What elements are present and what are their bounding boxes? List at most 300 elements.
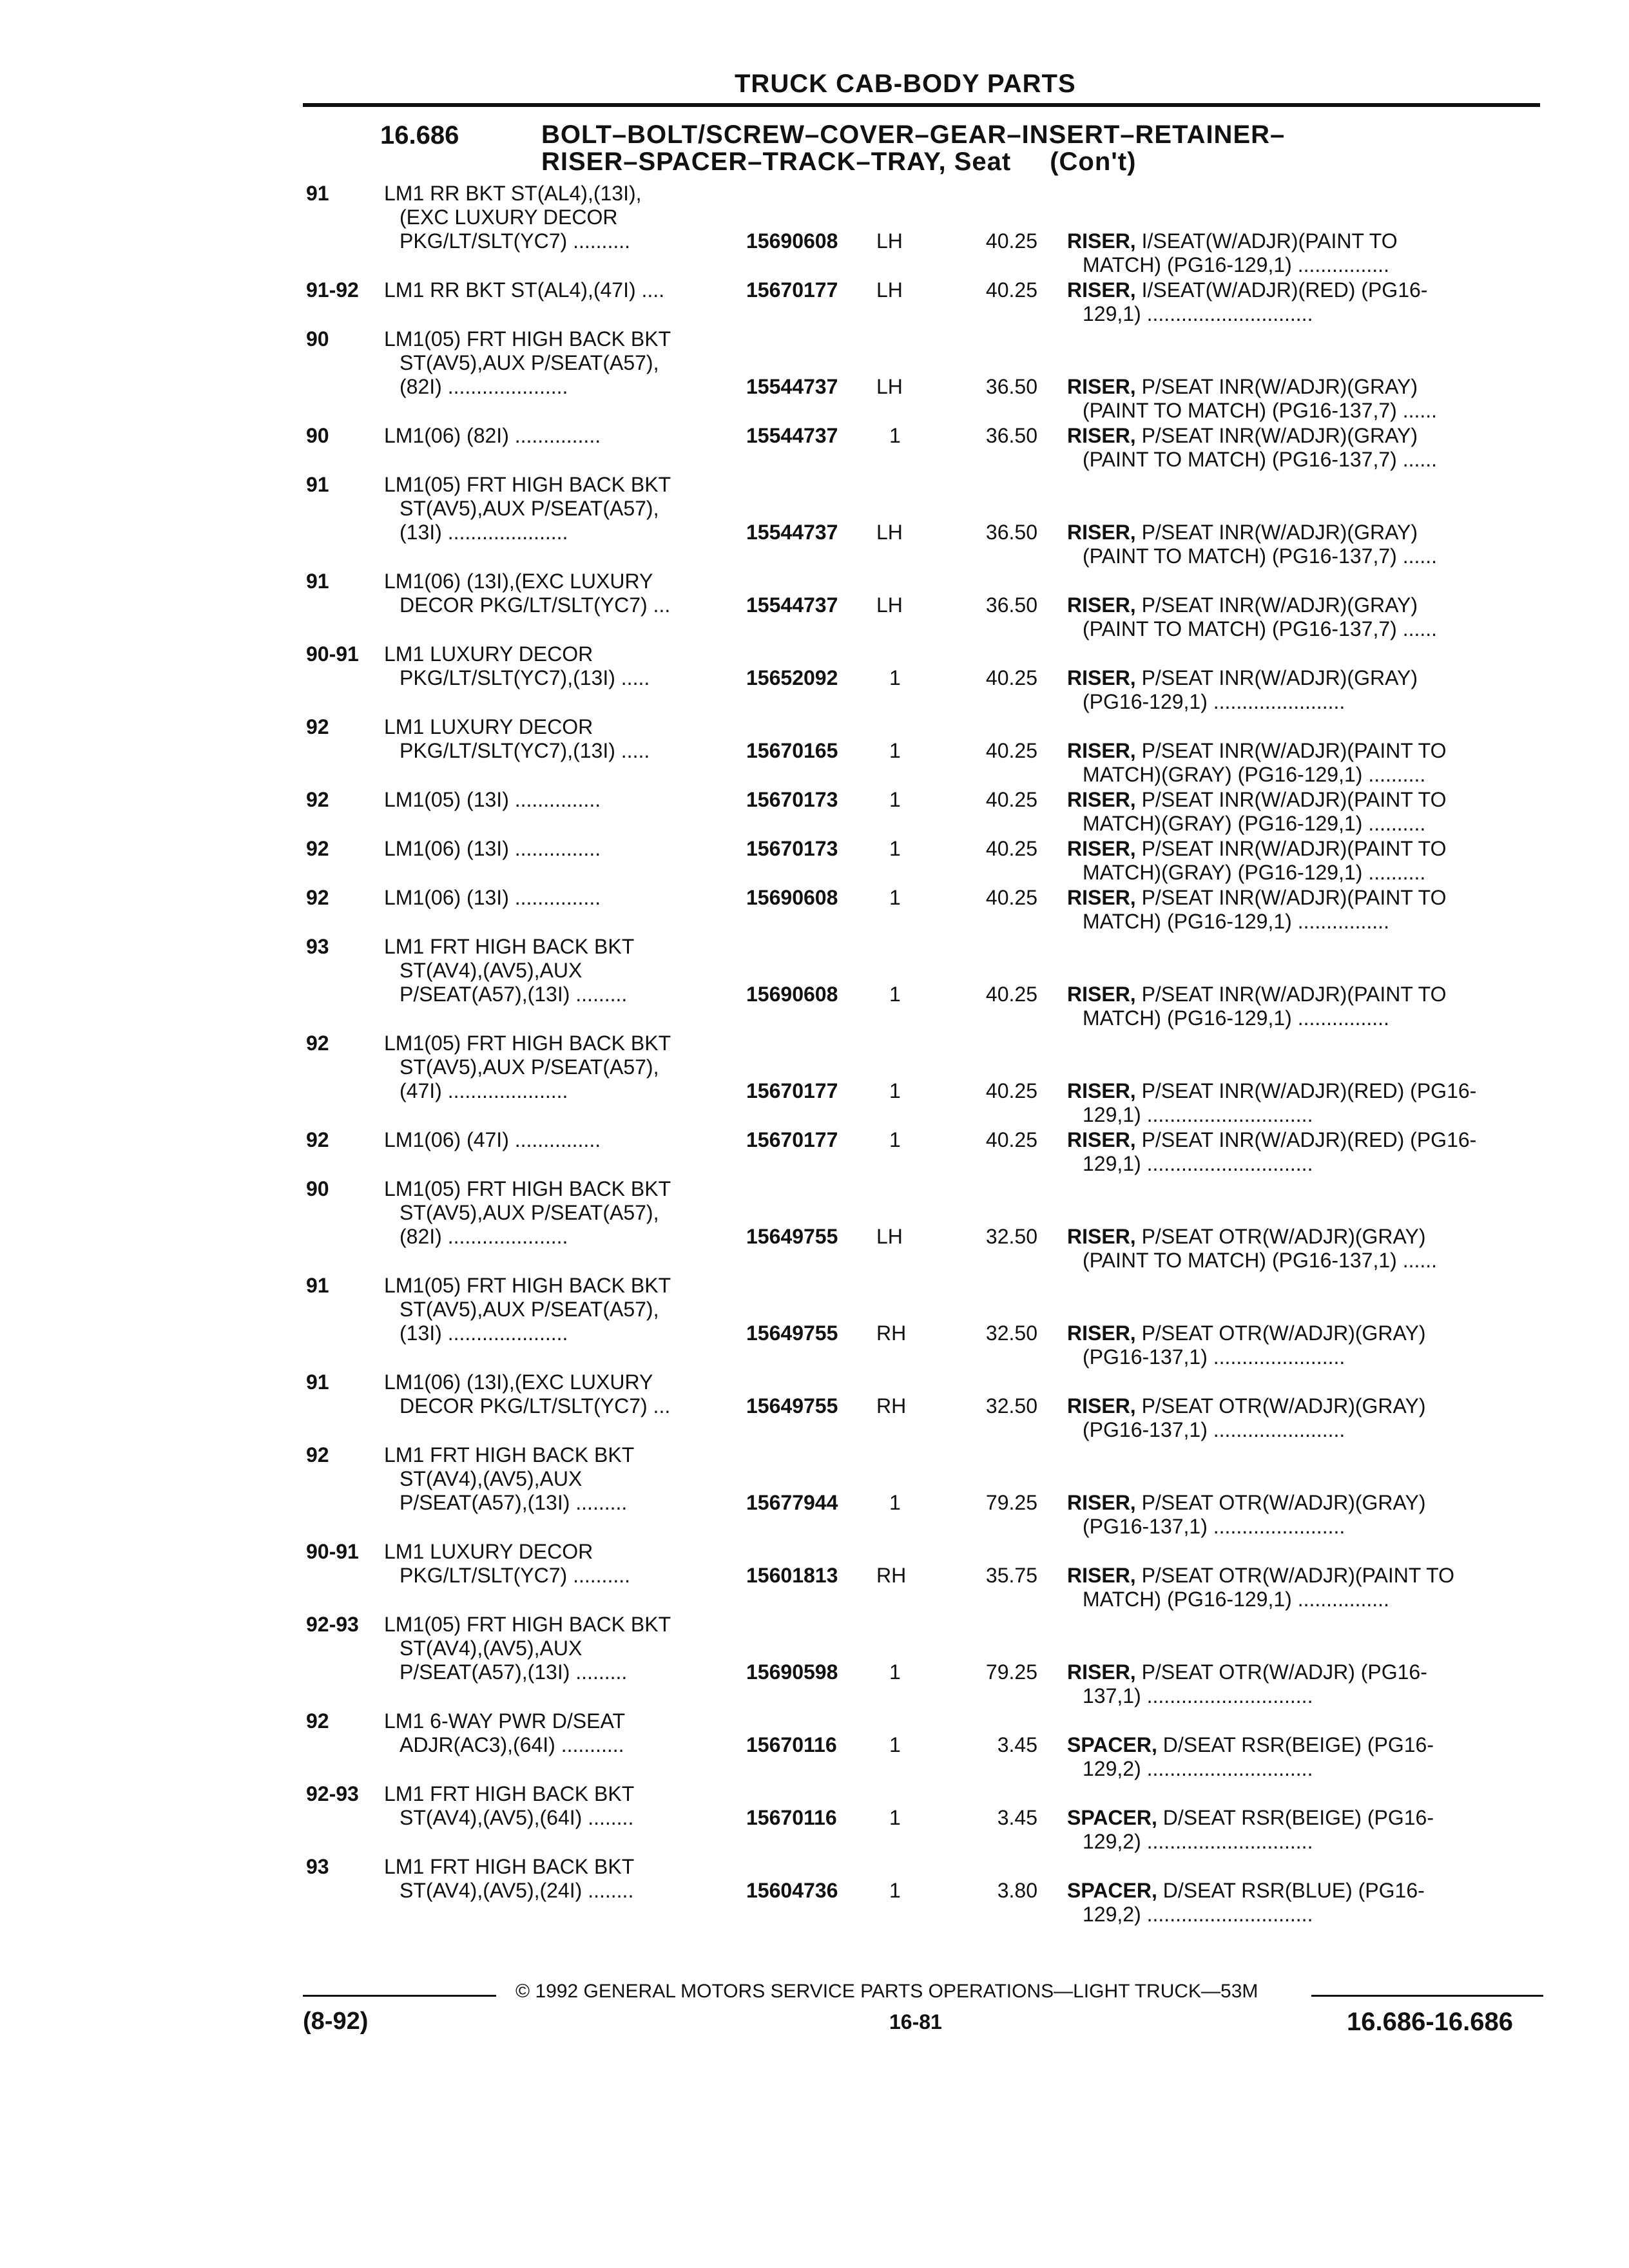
entry-part-name	[1067, 1079, 1531, 1127]
entry-part-name-keyword: RISER,	[1067, 521, 1136, 544]
entry-part-name-text: P/SEAT OTR(W/ADJR)(GRAY)	[1141, 1394, 1426, 1418]
entry-part-number: 15670173	[746, 788, 838, 811]
entry-part-name-text: P/SEAT INR(W/ADJR)(GRAY)	[1141, 593, 1418, 617]
entry-description-line: P/SEAT(A57),(13I) .........	[400, 1491, 628, 1514]
entry-part-name-keyword: RISER,	[1067, 1079, 1136, 1102]
entry-key: 92	[306, 1709, 329, 1733]
entry-part-number: 15649755	[746, 1225, 838, 1248]
entry-part-number: 15604736	[746, 1879, 838, 1902]
section-title-line2-text: RISER–SPACER–TRACK–TRAY, Seat	[541, 148, 1012, 176]
entry-part-number: 15670177	[746, 1128, 838, 1151]
entry-quantity: 1	[889, 1491, 901, 1514]
entry-part-number: 15670173	[746, 837, 838, 860]
entry-part-name	[1067, 521, 1531, 568]
entry-part-name-text: P/SEAT OTR(W/ADJR)(PAINT TO	[1141, 1564, 1454, 1587]
entry-part-name-line	[1067, 1564, 1531, 1588]
entry-quantity: LH	[876, 521, 903, 544]
entry-description	[384, 715, 650, 763]
section-title	[541, 121, 1285, 175]
entry-description-line: LM1 6-WAY PWR D/SEAT	[384, 1709, 625, 1733]
entry-part-name-line: 129,1) .............................	[1083, 1152, 1313, 1175]
entry-quantity: LH	[876, 375, 903, 398]
entry-part-name	[1067, 886, 1531, 934]
entry-part-number: 15544737	[746, 375, 838, 398]
entry-description-line: (13I) .....................	[400, 521, 568, 544]
section-number: 16.686	[380, 121, 459, 149]
entry-part-name	[1067, 1394, 1531, 1442]
entry-key: 90	[306, 1177, 329, 1200]
parts-entry	[0, 788, 1629, 836]
entry-part-name	[1067, 1806, 1531, 1854]
entry-part-name-line: (PAINT TO MATCH) (PG16-137,7) ......	[1083, 544, 1438, 568]
parts-entry	[0, 1709, 1629, 1780]
parts-entry	[0, 182, 1629, 276]
entry-part-name	[1067, 1733, 1531, 1781]
entry-part-name	[1067, 1660, 1531, 1708]
entry-part-name-line	[1067, 1660, 1531, 1684]
entry-description-line: ST(AV5),AUX P/SEAT(A57),	[400, 1055, 659, 1079]
title-rule	[303, 103, 1540, 107]
entry-description-line: ST(AV5),AUX P/SEAT(A57),	[400, 1201, 659, 1224]
entry-part-name-keyword: RISER,	[1067, 1128, 1136, 1151]
entry-price: 40.25	[985, 1128, 1037, 1151]
entry-description	[384, 837, 601, 861]
entry-description	[384, 473, 671, 544]
entry-price: 79.25	[985, 1660, 1037, 1684]
entry-part-name-text: P/SEAT INR(W/ADJR)(RED) (PG16-	[1141, 1079, 1477, 1102]
entry-part-name-text: P/SEAT INR(W/ADJR)(RED) (PG16-	[1141, 1128, 1477, 1151]
entry-part-name	[1067, 1128, 1531, 1176]
entry-part-name	[1067, 424, 1531, 472]
entry-price: 36.50	[985, 375, 1037, 398]
entry-price: 40.25	[985, 983, 1037, 1006]
entry-key: 90-91	[306, 1540, 359, 1563]
entry-part-name-line	[1067, 1079, 1531, 1103]
entry-part-name-keyword: RISER,	[1067, 886, 1136, 909]
entry-description	[384, 1128, 601, 1152]
parts-entry	[0, 1370, 1629, 1441]
entry-description-line: DECOR PKG/LT/SLT(YC7) ...	[400, 593, 671, 617]
entry-description-line: (13I) .....................	[400, 1321, 568, 1345]
entry-part-name-line: MATCH)(GRAY) (PG16-129,1) ..........	[1083, 763, 1426, 786]
entry-key: 92	[306, 788, 329, 811]
entry-description-line: ST(AV4),(AV5),(64I) ........	[400, 1806, 634, 1829]
entry-part-name-line: (PAINT TO MATCH) (PG16-137,7) ......	[1083, 617, 1438, 640]
entry-part-name-keyword: RISER,	[1067, 1225, 1136, 1248]
entry-description-line: ST(AV5),AUX P/SEAT(A57),	[400, 497, 659, 520]
entry-description-line: LM1(06) (13I) ...............	[384, 837, 601, 860]
parts-entry	[0, 715, 1629, 786]
entry-part-name-text: I/SEAT(W/ADJR)(RED) (PG16-	[1141, 278, 1428, 302]
entry-part-name-line	[1067, 229, 1531, 253]
entry-description	[384, 1032, 671, 1103]
entry-part-name-line: 129,2) .............................	[1083, 1757, 1313, 1780]
entry-description	[384, 935, 634, 1006]
entry-description	[384, 1782, 634, 1830]
entry-description-line: LM1(05) FRT HIGH BACK BKT	[384, 327, 671, 351]
entry-part-name-line	[1067, 1806, 1531, 1830]
entry-quantity: 1	[889, 1128, 901, 1151]
entry-part-name-line: (PAINT TO MATCH) (PG16-137,7) ......	[1083, 448, 1438, 471]
entry-description	[384, 1274, 671, 1345]
entry-description-line: P/SEAT(A57),(13I) .........	[400, 1660, 628, 1684]
parts-entry	[0, 1128, 1629, 1176]
entry-part-name	[1067, 1491, 1531, 1539]
entry-key: 92	[306, 715, 329, 738]
entry-price: 3.45	[997, 1733, 1037, 1756]
entry-part-name-line	[1067, 1491, 1531, 1515]
entry-part-number: 15690608	[746, 983, 838, 1006]
footer-rule-right	[1311, 1995, 1543, 1997]
entry-part-name-line: 129,1) .............................	[1083, 1103, 1313, 1126]
entry-part-number: 15690598	[746, 1660, 838, 1684]
entry-price: 79.25	[985, 1491, 1037, 1514]
entry-quantity: LH	[876, 278, 903, 302]
entry-part-name-text: P/SEAT INR(W/ADJR)(GRAY)	[1141, 666, 1418, 689]
entry-part-name-text: D/SEAT RSR(BLUE) (PG16-	[1162, 1879, 1425, 1902]
entry-part-number: 15601813	[746, 1564, 838, 1587]
entry-description-line: LM1(05) FRT HIGH BACK BKT	[384, 1032, 671, 1055]
entry-part-name	[1067, 375, 1531, 423]
parts-entry	[0, 1540, 1629, 1611]
entry-key: 92	[306, 1443, 329, 1466]
entry-part-name-line: (PG16-137,1) .......................	[1083, 1345, 1345, 1369]
entry-part-name-line: 129,1) .............................	[1083, 302, 1313, 325]
entry-description-line: LM1(06) (13I),(EXC LUXURY	[384, 570, 653, 593]
entry-part-name	[1067, 1879, 1531, 1927]
entry-part-name-text: P/SEAT OTR(W/ADJR)(GRAY)	[1141, 1321, 1426, 1345]
entry-part-name-line: 129,2) .............................	[1083, 1830, 1313, 1853]
entry-part-name-line: MATCH)(GRAY) (PG16-129,1) ..........	[1083, 812, 1426, 835]
entry-key: 91	[306, 570, 329, 593]
entry-part-name-line	[1067, 1879, 1531, 1903]
entry-part-name-line	[1067, 886, 1531, 910]
entry-description-line: DECOR PKG/LT/SLT(YC7) ...	[400, 1394, 671, 1418]
entry-part-name-line	[1067, 278, 1531, 302]
entry-part-name-text: D/SEAT RSR(BEIGE) (PG16-	[1162, 1733, 1434, 1756]
entry-part-name-keyword: RISER,	[1067, 278, 1136, 302]
entry-part-number: 15677944	[746, 1491, 838, 1514]
entry-description	[384, 886, 601, 910]
entry-quantity: RH	[876, 1394, 907, 1418]
entry-price: 36.50	[985, 424, 1037, 447]
entry-quantity: 1	[889, 1079, 901, 1102]
entry-price: 32.50	[985, 1321, 1037, 1345]
entry-part-name-line: MATCH) (PG16-129,1) ................	[1083, 1006, 1389, 1030]
entry-description-line: LM1(05) FRT HIGH BACK BKT	[384, 473, 671, 496]
parts-entry	[0, 1032, 1629, 1126]
entry-part-name-line	[1067, 1225, 1531, 1249]
footer-rule-left	[303, 1995, 496, 1997]
entry-part-number: 15690608	[746, 886, 838, 909]
entry-price: 35.75	[985, 1564, 1037, 1587]
entry-description-line: PKG/LT/SLT(YC7),(13I) .....	[400, 739, 650, 762]
entry-quantity: 1	[889, 739, 901, 762]
entry-price: 40.25	[985, 788, 1037, 811]
entry-part-name-text: P/SEAT INR(W/ADJR)(PAINT TO	[1141, 837, 1447, 860]
entry-part-name-line	[1067, 1321, 1531, 1345]
entry-price: 36.50	[985, 521, 1037, 544]
entry-description	[384, 424, 601, 448]
entry-price: 40.25	[985, 1079, 1037, 1102]
entry-description-line: ST(AV4),(AV5),AUX	[400, 959, 583, 982]
entry-part-name-line: (PG16-137,1) .......................	[1083, 1418, 1345, 1441]
entry-part-number: 15670165	[746, 739, 838, 762]
entry-price: 36.50	[985, 593, 1037, 617]
entry-description-line: LM1 RR BKT ST(AL4),(47I) ....	[384, 278, 665, 302]
entry-part-number: 15649755	[746, 1394, 838, 1418]
entry-part-name-keyword: RISER,	[1067, 1394, 1136, 1418]
entry-part-name	[1067, 983, 1531, 1030]
parts-entry	[0, 570, 1629, 640]
entry-description-line: LM1 FRT HIGH BACK BKT	[384, 1782, 635, 1805]
entry-part-name-text: P/SEAT OTR(W/ADJR)(GRAY)	[1141, 1491, 1426, 1514]
entry-part-name-text: P/SEAT INR(W/ADJR)(GRAY)	[1141, 424, 1418, 447]
entry-description	[384, 1540, 630, 1588]
entry-description-line: LM1(06) (13I) ...............	[384, 886, 601, 909]
entry-part-name-text: P/SEAT OTR(W/ADJR)(GRAY)	[1141, 1225, 1426, 1248]
entry-quantity: 1	[889, 886, 901, 909]
entry-quantity: 1	[889, 837, 901, 860]
entry-part-name-line	[1067, 739, 1531, 763]
entry-part-name-line: (PG16-129,1) .......................	[1083, 690, 1345, 713]
entry-description-line: LM1 LUXURY DECOR	[384, 642, 593, 666]
entry-description-line: (82I) .....................	[400, 1225, 568, 1248]
entry-part-name-line: MATCH) (PG16-129,1) ................	[1083, 1588, 1389, 1611]
entry-description	[384, 327, 671, 399]
footer-page-number: 16-81	[889, 2010, 942, 2033]
entry-description-line: ST(AV5),AUX P/SEAT(A57),	[400, 351, 659, 374]
entry-part-name-line	[1067, 593, 1531, 617]
entry-part-number: 15649755	[746, 1321, 838, 1345]
parts-entry	[0, 278, 1629, 326]
entry-description	[384, 1855, 634, 1903]
entry-description	[384, 1370, 670, 1418]
entry-part-name-line	[1067, 1394, 1531, 1418]
entry-description-line: ST(AV5),AUX P/SEAT(A57),	[400, 1298, 659, 1321]
entry-part-name-text: P/SEAT INR(W/ADJR)(GRAY)	[1141, 375, 1418, 398]
entry-part-number: 15670177	[746, 278, 838, 302]
entry-key: 93	[306, 1855, 329, 1878]
entry-part-number: 15670116	[746, 1806, 837, 1829]
parts-entry	[0, 837, 1629, 885]
entry-part-name-line	[1067, 788, 1531, 812]
entry-part-name-text: P/SEAT OTR(W/ADJR) (PG16-	[1141, 1660, 1427, 1684]
parts-entry	[0, 473, 1629, 568]
footer-copyright: © 1992 GENERAL MOTORS SERVICE PARTS OPERATIONS—LIGHT TRUCK—53M	[516, 1981, 1258, 2002]
parts-entry	[0, 1274, 1629, 1369]
entry-part-name-keyword: RISER,	[1067, 375, 1136, 398]
entry-part-number: 15544737	[746, 521, 838, 544]
entry-price: 40.25	[985, 278, 1037, 302]
entry-description-line: LM1(06) (47I) ...............	[384, 1128, 601, 1151]
entry-description	[384, 182, 642, 253]
entry-part-name	[1067, 788, 1531, 836]
parts-entry	[0, 424, 1629, 472]
entry-part-name	[1067, 593, 1531, 641]
entry-part-name-text: P/SEAT INR(W/ADJR)(PAINT TO	[1141, 886, 1447, 909]
entry-part-name-text: D/SEAT RSR(BEIGE) (PG16-	[1162, 1806, 1434, 1829]
entry-part-name	[1067, 666, 1531, 714]
entry-part-name-line	[1067, 424, 1531, 448]
parts-entry	[0, 1177, 1629, 1272]
entry-part-name-line	[1067, 983, 1531, 1006]
entry-price: 3.45	[997, 1806, 1037, 1829]
entry-quantity: 1	[889, 1806, 901, 1829]
entry-quantity: LH	[876, 593, 903, 617]
entry-quantity: 1	[889, 788, 901, 811]
entry-quantity: RH	[876, 1564, 907, 1587]
entry-description-line: LM1 LUXURY DECOR	[384, 715, 593, 738]
entry-description	[384, 642, 650, 690]
entry-description-line: ADJR(AC3),(64I) ...........	[400, 1733, 624, 1756]
entry-part-name-line: (PG16-137,1) .......................	[1083, 1515, 1345, 1538]
entry-description-line: P/SEAT(A57),(13I) .........	[400, 983, 628, 1006]
entry-description-line: ST(AV4),(AV5),AUX	[400, 1467, 583, 1490]
entry-description	[384, 788, 601, 812]
entry-description-line: LM1 FRT HIGH BACK BKT	[384, 1443, 635, 1466]
entry-part-name	[1067, 278, 1531, 326]
entry-price: 32.50	[985, 1394, 1037, 1418]
entry-key: 92	[306, 837, 329, 860]
entry-part-name-text: P/SEAT INR(W/ADJR)(PAINT TO	[1141, 983, 1447, 1006]
entry-part-number: 15652092	[746, 666, 838, 689]
footer-section-range: 16.686-16.686	[1347, 2008, 1514, 2036]
page-title: TRUCK CAB-BODY PARTS	[735, 70, 1076, 98]
entry-part-name	[1067, 1321, 1531, 1369]
entry-part-name-line	[1067, 375, 1531, 399]
entry-part-name-keyword: RISER,	[1067, 1660, 1136, 1684]
entry-description-line: LM1 FRT HIGH BACK BKT	[384, 1855, 635, 1878]
entry-key: 91	[306, 182, 329, 205]
entry-key: 90-91	[306, 642, 359, 666]
parts-entry	[0, 886, 1629, 934]
parts-entry	[0, 327, 1629, 422]
parts-entry	[0, 642, 1629, 713]
entry-part-number: 15544737	[746, 593, 838, 617]
entry-quantity: LH	[876, 229, 903, 253]
entry-part-name-line: MATCH) (PG16-129,1) ................	[1083, 910, 1389, 933]
entry-part-name-text: P/SEAT INR(W/ADJR)(PAINT TO	[1141, 739, 1447, 762]
entry-description-line: PKG/LT/SLT(YC7) ..........	[400, 1564, 630, 1587]
entry-part-name-line: (PAINT TO MATCH) (PG16-137,7) ......	[1083, 399, 1438, 422]
entry-part-name	[1067, 1564, 1531, 1611]
entry-part-name-keyword: RISER,	[1067, 666, 1136, 689]
parts-entry	[0, 1855, 1629, 1926]
entry-description-line: ST(AV4),(AV5),AUX	[400, 1637, 583, 1660]
entry-part-name-keyword: RISER,	[1067, 593, 1136, 617]
entry-description-line: PKG/LT/SLT(YC7),(13I) .....	[400, 666, 650, 689]
entry-description	[384, 570, 670, 617]
parts-entry	[0, 1613, 1629, 1707]
entry-price: 40.25	[985, 886, 1037, 909]
entry-description-line: LM1(06) (82I) ...............	[384, 424, 601, 447]
entry-part-name	[1067, 837, 1531, 885]
entry-key: 91	[306, 1274, 329, 1297]
entry-description-line: LM1 FRT HIGH BACK BKT	[384, 935, 635, 958]
entry-part-name-keyword: RISER,	[1067, 229, 1136, 253]
entry-description-line: (EXC LUXURY DECOR	[400, 206, 618, 229]
entry-key: 92	[306, 1032, 329, 1055]
entry-description-line: LM1 RR BKT ST(AL4),(13I),	[384, 182, 642, 205]
entry-part-name-line	[1067, 521, 1531, 544]
entry-part-name-keyword: SPACER,	[1067, 1806, 1157, 1829]
entry-price: 40.25	[985, 739, 1037, 762]
entry-price: 32.50	[985, 1225, 1037, 1248]
entry-part-name-line	[1067, 1128, 1531, 1152]
entry-price: 40.25	[985, 837, 1037, 860]
entry-part-name-line: MATCH)(GRAY) (PG16-129,1) ..........	[1083, 861, 1426, 884]
entry-quantity: 1	[889, 1660, 901, 1684]
entry-part-number: 15544737	[746, 424, 838, 447]
entry-part-name-line	[1067, 666, 1531, 690]
entry-key: 91	[306, 1370, 329, 1394]
entry-part-name-keyword: RISER,	[1067, 1321, 1136, 1345]
entry-part-name-keyword: RISER,	[1067, 1564, 1136, 1587]
entry-description-line: LM1(05) FRT HIGH BACK BKT	[384, 1177, 671, 1200]
entry-part-name-text: P/SEAT INR(W/ADJR)(PAINT TO	[1141, 788, 1447, 811]
entry-description-line: LM1(05) FRT HIGH BACK BKT	[384, 1274, 671, 1297]
entry-key: 90	[306, 424, 329, 447]
entry-key: 92	[306, 1128, 329, 1151]
entry-description-line: LM1(05) FRT HIGH BACK BKT	[384, 1613, 671, 1636]
entry-part-name-keyword: SPACER,	[1067, 1733, 1157, 1756]
entry-price: 40.25	[985, 666, 1037, 689]
entry-description-line: LM1 LUXURY DECOR	[384, 1540, 593, 1563]
entry-part-number: 15670177	[746, 1079, 838, 1102]
entry-description-line: ST(AV4),(AV5),(24I) ........	[400, 1879, 634, 1902]
entry-part-name-line: 137,1) .............................	[1083, 1684, 1313, 1707]
entry-part-name-line: (PAINT TO MATCH) (PG16-137,1) ......	[1083, 1249, 1438, 1272]
entry-key: 90	[306, 327, 329, 351]
section-title-line2	[541, 148, 1285, 175]
entry-description-line: LM1(05) (13I) ...............	[384, 788, 601, 811]
section-title-line1: BOLT–BOLT/SCREW–COVER–GEAR–INSERT–RETAINER–	[541, 120, 1286, 149]
entry-part-name-text: P/SEAT INR(W/ADJR)(GRAY)	[1141, 521, 1418, 544]
entry-part-name	[1067, 229, 1531, 277]
entry-key: 92-93	[306, 1613, 359, 1636]
entry-key: 91-92	[306, 278, 359, 302]
entry-part-name-keyword: RISER,	[1067, 837, 1136, 860]
entry-quantity: RH	[876, 1321, 907, 1345]
entry-part-number: 15690608	[746, 229, 838, 253]
entry-price: 40.25	[985, 229, 1037, 253]
entry-part-name-line: MATCH) (PG16-129,1) ................	[1083, 253, 1389, 276]
entry-part-name-line	[1067, 1733, 1531, 1757]
entry-part-name	[1067, 739, 1531, 787]
entry-description	[384, 278, 664, 302]
entry-key: 92	[306, 886, 329, 909]
footer-date: (8-92)	[303, 2008, 369, 2035]
entry-quantity: 1	[889, 1879, 901, 1902]
entry-quantity: 1	[889, 666, 901, 689]
entry-description-line: (82I) .....................	[400, 375, 568, 398]
entry-quantity: LH	[876, 1225, 903, 1248]
entry-part-name-keyword: RISER,	[1067, 788, 1136, 811]
entry-description	[384, 1709, 625, 1757]
entry-description-line: LM1(06) (13I),(EXC LUXURY	[384, 1370, 653, 1394]
entry-description	[384, 1177, 671, 1249]
parts-entry	[0, 935, 1629, 1030]
entry-part-name-keyword: RISER,	[1067, 983, 1136, 1006]
parts-entry	[0, 1443, 1629, 1538]
entry-price: 3.80	[997, 1879, 1037, 1902]
entry-quantity: 1	[889, 424, 901, 447]
entry-part-number: 15670116	[746, 1733, 837, 1756]
entry-description-line: (47I) .....................	[400, 1079, 568, 1102]
entry-part-name-text: I/SEAT(W/ADJR)(PAINT TO	[1141, 229, 1398, 253]
entry-key: 92-93	[306, 1782, 359, 1805]
